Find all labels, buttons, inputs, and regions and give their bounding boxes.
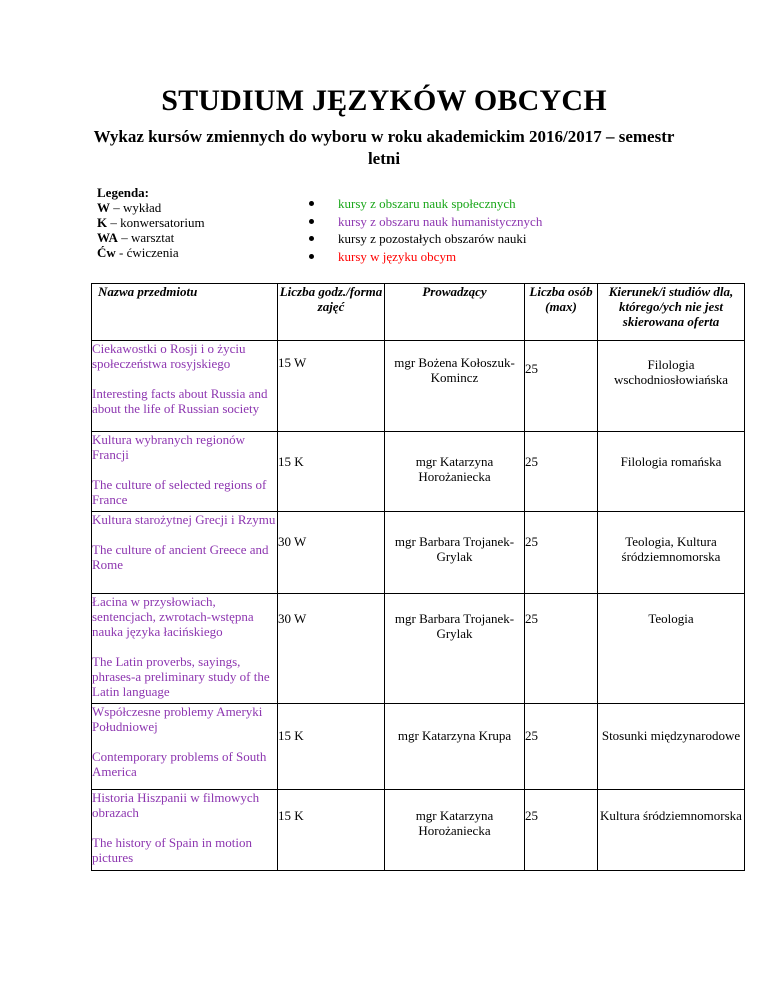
header-hours: Liczba godz./forma zajęć <box>278 284 385 341</box>
course-count: 25 <box>525 594 598 704</box>
course-direction: Teologia, Kultura śródziemnomorska <box>598 512 745 594</box>
course-name-en: The history of Spain in motion pictures <box>92 835 252 865</box>
courses-table <box>91 283 745 871</box>
course-name-pl: Historia Hiszpanii w filmowych obrazach <box>92 790 260 820</box>
table-header-row <box>92 284 745 341</box>
course-count: 25 <box>525 341 598 432</box>
course-lecturer: mgr Barbara Trojanek-Grylak <box>385 512 525 594</box>
legend-abbreviations <box>97 185 205 260</box>
course-name-cell <box>92 341 278 432</box>
course-hours: 15 K <box>278 704 385 790</box>
course-name-cell <box>92 704 278 790</box>
legend-abbr-item: K – konwersatorium <box>97 215 205 230</box>
legend-category-item: kursy z obszaru nauk społecznych <box>309 195 542 213</box>
legend-category-item: kursy z pozostałych obszarów nauki <box>309 230 542 248</box>
course-name-pl: Współczesne problemy Ameryki Południowej <box>92 704 263 734</box>
legend-category-item: kursy w języku obcym <box>309 248 542 266</box>
header-count: Liczba osób (max) <box>525 284 598 341</box>
course-direction: Stosunki międzynarodowe <box>598 704 745 790</box>
course-name-pl: Kultura starożytnej Grecji i Rzymu <box>92 512 276 527</box>
course-name-en: Contemporary problems of South America <box>92 749 267 779</box>
course-name-en: The Latin proverbs, sayings, phrases-a preliminary study of the Latin language <box>92 654 270 699</box>
course-count: 25 <box>525 704 598 790</box>
course-name-cell <box>92 432 278 512</box>
course-name-en: Interesting facts about Russia and about the life of Russian society <box>92 386 268 416</box>
table-row <box>92 790 745 871</box>
page-subtitle: Wykaz kursów zmiennych do wyboru w roku akademickim 2016/2017 – semestr letni <box>93 127 675 168</box>
course-count: 25 <box>525 512 598 594</box>
course-direction: Filologia romańska <box>598 432 745 512</box>
bullet-icon <box>309 236 314 241</box>
course-lecturer: mgr Bożena Kołoszuk-Komincz <box>385 341 525 432</box>
course-name-cell <box>92 512 278 594</box>
legend-categories <box>309 195 542 265</box>
course-name-cell <box>92 594 278 704</box>
course-name-en: The culture of selected regions of France <box>92 477 267 507</box>
course-hours: 15 W <box>278 341 385 432</box>
bullet-icon <box>309 219 314 224</box>
header-direction: Kierunek/i studiów dla, którego/ych nie jest skierowana oferta <box>598 284 745 341</box>
table-row <box>92 432 745 512</box>
table-row <box>92 341 745 432</box>
course-lecturer: mgr Katarzyna Horożaniecka <box>385 432 525 512</box>
legend-abbr-item: WA – warsztat <box>97 230 175 245</box>
legend-heading: Legenda: <box>97 185 149 200</box>
course-name-cell <box>92 790 278 871</box>
course-lecturer: mgr Barbara Trojanek-Grylak <box>385 594 525 704</box>
course-hours: 30 W <box>278 594 385 704</box>
table-row <box>92 512 745 594</box>
course-name-pl: Łacina w przysłowiach, sentencjach, zwrotach-wstępna nauka języka łacińskiego <box>92 594 254 639</box>
course-hours: 15 K <box>278 790 385 871</box>
course-count: 25 <box>525 790 598 871</box>
header-name: Nazwa przedmiotu <box>92 284 278 341</box>
table-row <box>92 594 745 704</box>
course-name-en: The culture of ancient Greece and Rome <box>92 542 269 572</box>
course-direction: Filologia wschodniosłowiańska <box>598 341 745 432</box>
bullet-icon <box>309 254 314 259</box>
legend-abbr-item: Ćw - ćwiczenia <box>97 245 179 260</box>
legend-category-item: kursy z obszaru nauk humanistycznych <box>309 213 542 231</box>
course-lecturer: mgr Katarzyna Horożaniecka <box>385 790 525 871</box>
bullet-icon <box>309 201 314 206</box>
course-name-pl: Kultura wybranych regionów Francji <box>92 432 246 462</box>
course-hours: 30 W <box>278 512 385 594</box>
legend-abbr-item: W – wykład <box>97 200 162 215</box>
course-direction: Kultura śródziemnomorska <box>598 790 745 871</box>
page-title: STUDIUM JĘZYKÓW OBCYCH <box>161 84 607 117</box>
course-direction: Teologia <box>598 594 745 704</box>
course-name-pl: Ciekawostki o Rosji i o życiu społeczeństwa rosyjskiego <box>92 341 246 371</box>
table-row <box>92 704 745 790</box>
course-lecturer: mgr Katarzyna Krupa <box>385 704 525 790</box>
course-hours: 15 K <box>278 432 385 512</box>
course-count: 25 <box>525 432 598 512</box>
header-lecturer: Prowadzący <box>385 284 525 341</box>
